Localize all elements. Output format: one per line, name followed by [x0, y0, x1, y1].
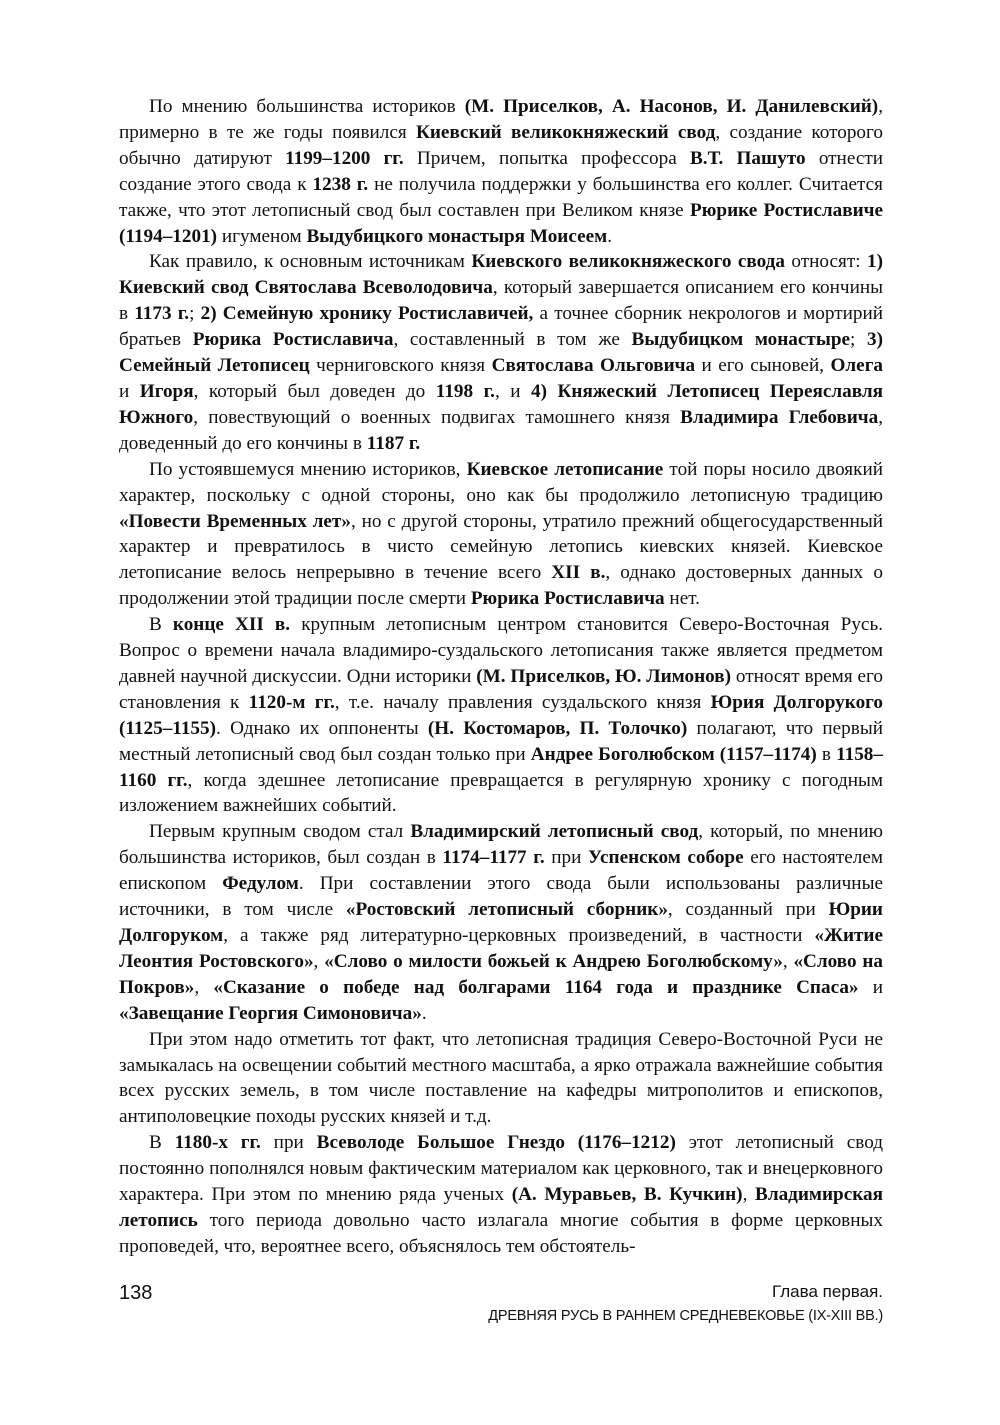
text-run: отнести создание этого свода к: [119, 147, 883, 195]
text-run: при: [544, 847, 588, 869]
bold-run: 1) Киевский свод Святослава Всеволодовича: [119, 251, 883, 299]
paragraph: [119, 1130, 883, 1260]
text-run: По устоявшемуся мнению историков,: [149, 458, 467, 480]
paragraph: [119, 612, 883, 819]
bold-run: Рюрика Ростиславича: [470, 588, 665, 610]
bold-run: 1198 г.: [435, 380, 495, 402]
bold-run: (А. Муравьев, В. Кучкин): [511, 1184, 743, 1206]
chapter-title: Глава первая.: [772, 1282, 883, 1301]
text-run: , а также ряд литературно-церковных произведений, в частности: [223, 925, 815, 946]
text-run: а точнее сборник некрологов и мортирий братьев: [119, 303, 883, 351]
text-run: при: [260, 1132, 317, 1154]
text-run: и его сыновей,: [695, 355, 831, 377]
text-run: ,: [782, 950, 794, 972]
bold-run: 1180-х гг.: [174, 1132, 261, 1154]
text-run: , т.е. началу правления суздальского князя: [334, 691, 711, 713]
bold-run: Выдубицком монастыре: [631, 329, 851, 351]
bold-run: «Завещание Георгия Симоновича»: [119, 1002, 422, 1024]
paragraph: [119, 457, 883, 612]
text-run: ,: [194, 976, 214, 998]
text-run: не получила поддержки у большинства его коллег. Считается также, что этот летописный свод был составлен при Великом князе: [119, 173, 883, 221]
paragraph: [119, 819, 883, 1026]
text-run: , когда здешнее летописание превращается в регулярную хронику с погодным изложением важнейших событий.: [119, 769, 884, 817]
text-run: этот летописный свод постоянно пополнялся новым фактическим материалом как церковного, так и внецерковного характера. При этом по мнению ряда ученых: [119, 1132, 884, 1206]
text-run: , составленный в том же: [393, 329, 632, 351]
bold-run: Святослава Ольговича: [491, 355, 696, 377]
bold-run: 1238 г.: [312, 173, 369, 195]
bold-run: Рюрика Ростиславича: [192, 329, 394, 351]
bold-run: Юрии Долгоруком: [119, 899, 883, 946]
text-run: , но с другой стороны, утратило прежний общегосударственный характер и превратилось в чисто семейную летопись киевских князей. Киевское летописание велось непрерывно в течение всего: [119, 510, 883, 584]
bold-run: Андрее Боголюбском (1157–1174): [530, 743, 817, 765]
text-run: , однако достоверных данных о продолжении этой традиции после смерти: [119, 562, 883, 610]
bold-run: Всеволоде Большое Гнездо (1176–1212): [316, 1132, 676, 1154]
text-run: того периода довольно часто излагала многие события в форме церковных проповедей, что, вероятнее всего, объяснялось тем обстоятель-: [119, 1209, 883, 1257]
bold-run: 1158–1160 гг.: [119, 743, 883, 791]
running-footer: [488, 1280, 883, 1328]
text-run: ;: [850, 329, 868, 351]
text-run: крупным летописным центром становится Северо-Восточная Русь. Вопрос о времени начала владимиро-суздальского летописания также является предметом давней научной дискуссии. Одни историки: [119, 614, 883, 687]
page-number: 138: [119, 1282, 153, 1304]
bold-run: Выдубицкого монастыря Моисеем: [306, 225, 608, 247]
bold-run: 1174–1177 г.: [442, 847, 545, 869]
bold-run: Федулом: [222, 873, 299, 895]
paragraph: [119, 249, 883, 456]
bold-run: «Повести Временных лет»: [119, 510, 351, 532]
text-run: При этом надо отметить тот факт, что летописная традиция Северо-Восточной Руси не замыкалась на освещении событий местного масштаба, а ярко отражала важнейшие события всех русских земель, в том числе поставление на кафедры митрополитов и епископов, антиполовецкие походы русских князей и т.д.: [119, 1028, 883, 1128]
bold-run: (Н. Костомаров, П. Толочко): [427, 717, 688, 739]
bold-run: «Сказание о победе над болгарами 1164 года и празднике Спаса»: [213, 976, 859, 998]
paragraph: [119, 1027, 883, 1131]
bold-run: (М. Приселков, А. Насонов, И. Данилевский): [464, 96, 879, 117]
text-run: ;: [189, 303, 201, 325]
text-run: , и: [494, 380, 532, 402]
bold-run: 1120-м гг.: [248, 691, 335, 713]
bold-run: Киевский великокняжеский свод: [415, 121, 716, 143]
text-run: В: [149, 1132, 175, 1154]
bold-run: Олега: [830, 355, 883, 377]
text-run: нет.: [664, 588, 700, 610]
bold-run: Киевского великокняжеского свода: [471, 251, 785, 273]
bold-run: конце XII в.: [172, 614, 291, 636]
text-run: , создание которого обычно датируют: [119, 121, 884, 169]
bold-run: «Слово о милости божьей к Андрею Боголюбскому»: [324, 950, 783, 972]
text-run: черниговского князя: [309, 355, 492, 377]
bold-run: Рюрике Ростиславиче (1194–1201): [119, 199, 883, 247]
bold-run: (М. Приселков, Ю. Лимонов): [476, 665, 731, 687]
text-run: в: [816, 743, 837, 765]
text-run: , повествующий о военных подвигах тамошнего князя: [193, 406, 681, 428]
chapter-subtitle: ДРЕВНЯЯ РУСЬ В РАННЕМ СРЕДНЕВЕКОВЬЕ (IX-XIII ВВ.): [488, 1308, 883, 1324]
text-run: той поры носило двоякий характер, поскольку с одной стороны, оно как бы продолжило летописную традицию: [119, 458, 883, 506]
bold-run: Игоря: [139, 380, 194, 402]
text-run: Первым крупным сводом стал: [149, 821, 411, 843]
bold-run: «Ростовский летописный сборник»: [345, 899, 668, 921]
text-run: .: [421, 1002, 427, 1024]
bold-run: В.Т. Пашуто: [690, 147, 806, 169]
text-run: полагают, что первый местный летописный свод был создан только при: [119, 717, 883, 765]
text-run: . Однако их оппоненты: [216, 717, 428, 739]
bold-run: «Слово на Покров»: [119, 950, 884, 998]
bold-run: XII в.: [551, 562, 606, 584]
bold-run: Владимирская летопись: [119, 1184, 883, 1231]
text-run: ,: [313, 950, 325, 972]
bold-run: 3) Семейный Летописец: [119, 329, 884, 377]
bold-run: 4) Княжеский Летописец Переяславля Южного: [119, 380, 883, 428]
bold-run: 2) Семейную хронику Ростиславичей,: [200, 303, 534, 325]
text-run: , который, по мнению большинства историков, был создан в: [119, 821, 884, 869]
text-run: . При составлении этого свода были использованы различные источники, в том числе: [119, 873, 883, 921]
bold-run: Владимира Глебовича: [680, 406, 879, 428]
text-run: , созданный при: [667, 899, 829, 921]
text-run: , который был доведен до: [193, 380, 436, 402]
bold-run: Владимирский летописный свод: [410, 821, 699, 843]
bold-run: Киевское летописание: [466, 458, 664, 480]
text-run: Как правило, к основным источникам: [149, 251, 472, 273]
text-run: и: [119, 380, 140, 402]
bold-run: Юрия Долгорукого (1125–1155): [119, 691, 883, 739]
bold-run: «Житие Леонтия Ростовского»: [119, 925, 883, 972]
text-run: Причем, попытка профессора: [403, 147, 690, 169]
text-run: По мнению большинства историков: [149, 96, 465, 117]
body-text: [119, 94, 883, 1260]
text-run: относят:: [784, 251, 868, 273]
text-run: ,: [742, 1184, 756, 1206]
text-run: и: [858, 976, 883, 998]
text-run: игуменом: [217, 225, 307, 247]
bold-run: 1199–1200 гг.: [285, 147, 404, 169]
text-run: его настоятелем епископом: [119, 847, 883, 895]
text-run: , который завершается описанием его кончины в: [119, 277, 883, 325]
bold-run: 1187 г.: [366, 432, 421, 454]
text-run: , доведенный до его кончины в: [119, 406, 883, 454]
text-run: относят время его становления к: [119, 665, 883, 713]
text-run: , примерно в те же годы появился: [119, 96, 883, 143]
paragraph: [119, 94, 883, 249]
text-run: В: [149, 614, 173, 636]
bold-run: 1173 г.: [134, 303, 190, 325]
bold-run: Успенском соборе: [588, 847, 744, 869]
text-run: .: [607, 225, 612, 247]
